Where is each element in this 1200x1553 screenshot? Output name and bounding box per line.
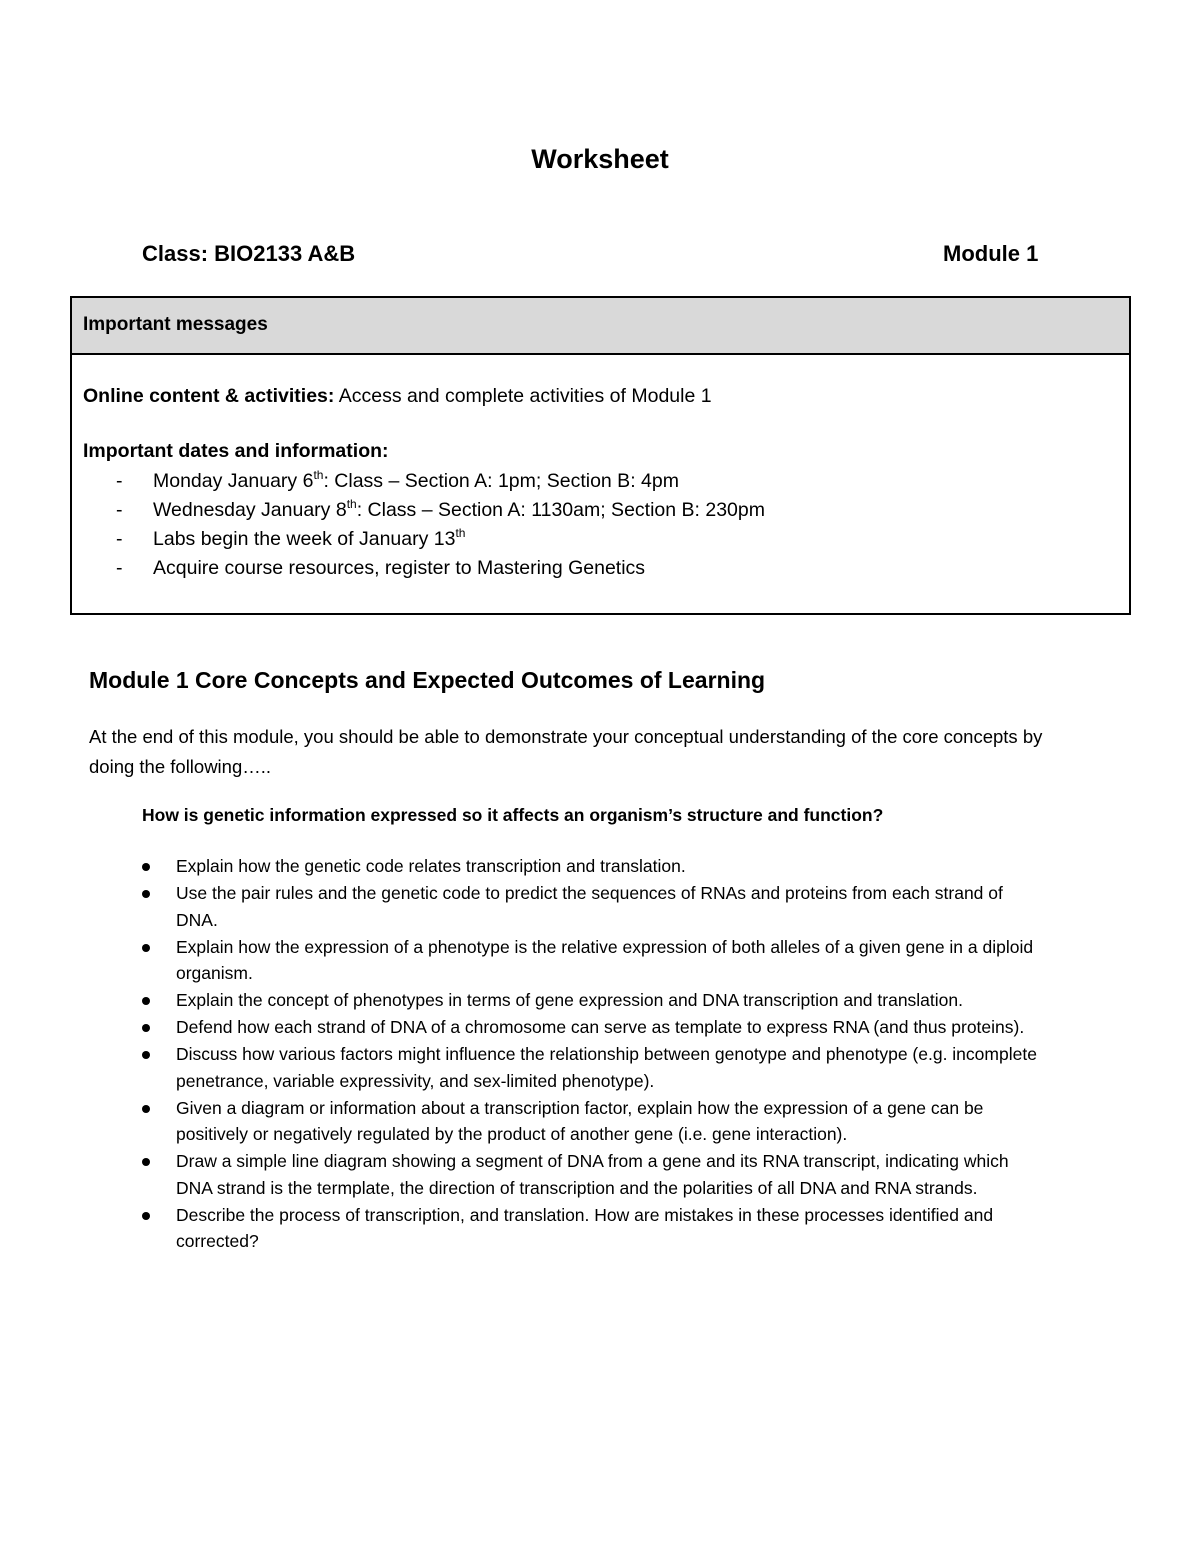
guiding-question: How is genetic information expressed so it affects an organism’s structure and function? (142, 805, 884, 825)
learning-outcomes-list (142, 853, 1047, 1255)
important-messages-header: Important messages (72, 298, 1129, 355)
online-content-label: Online content & activities: (83, 385, 335, 407)
outcome-text: Describe the process of transcription, and translation. How are mistakes in these processes identified and corrected? (176, 1204, 994, 1251)
online-content-text: Access and complete activities of Module 1 (334, 385, 712, 407)
dash-marker: - (116, 528, 123, 550)
intro-paragraph: At the end of this module, you should be able to demonstrate your conceptual understanding of the core concepts by doing the following….. (89, 726, 1043, 777)
bullet-icon (142, 1024, 150, 1032)
date-item (83, 496, 1129, 525)
outcome-text: Explain how the genetic code relates transcription and translation. (176, 856, 686, 876)
date-item-sup: th (346, 497, 357, 511)
date-item-text: Wednesday January 8 (153, 499, 347, 521)
list-item (142, 1095, 1047, 1148)
bullet-icon (142, 890, 150, 898)
date-item-rest: : Class – Section A: 1130am; Section B: 230pm (356, 499, 765, 521)
important-messages-box (70, 296, 1131, 615)
bullet-icon (142, 997, 150, 1005)
bullet-icon (142, 863, 150, 871)
list-item (142, 1041, 1047, 1094)
outcome-text: Explain how the expression of a phenotype is the relative expression of both alleles of a given gene in a diploid organism. (176, 936, 1034, 983)
date-item (83, 525, 1129, 554)
bullet-icon (142, 1212, 150, 1220)
class-label: Class: BIO2133 A&B (142, 241, 356, 266)
bullet-icon (142, 1051, 150, 1059)
bullet-icon (142, 944, 150, 952)
list-item (142, 987, 1047, 1014)
bullet-icon (142, 1158, 150, 1166)
list-item (142, 1202, 1047, 1255)
date-item (83, 554, 1129, 583)
page-title: Worksheet (531, 144, 669, 174)
date-item-text: Monday January 6 (153, 470, 314, 492)
dash-marker: - (116, 557, 123, 579)
date-item-rest: : Class – Section A: 1pm; Section B: 4pm (323, 470, 679, 492)
list-item (142, 934, 1047, 987)
outcome-text: Use the pair rules and the genetic code to predict the sequences of RNAs and proteins from each strand of DNA. (176, 883, 1003, 930)
outcome-text: Discuss how various factors might influence the relationship between genotype and phenotype (e.g. incomplete penetrance, variable expressivity, and sex-limited phenotype). (176, 1044, 1037, 1091)
list-item (142, 880, 1047, 933)
date-item (83, 467, 1129, 496)
section-heading: Module 1 Core Concepts and Expected Outcomes of Learning (89, 667, 766, 693)
outcome-text: Explain the concept of phenotypes in terms of gene expression and DNA transcription and translation. (176, 990, 963, 1010)
outcome-text: Draw a simple line diagram showing a segment of DNA from a gene and its RNA transcript, indicating which DNA strand is the termplate, the direction of transcription and the polarities of all DNA and RNA strands. (176, 1151, 1009, 1198)
dash-marker: - (116, 499, 123, 521)
online-content-line (83, 385, 1129, 408)
important-dates-title: Important dates and information: (83, 440, 389, 462)
date-item-text: Acquire course resources, register to Mastering Genetics (153, 557, 646, 579)
list-item (142, 1148, 1047, 1201)
dash-marker: - (116, 470, 123, 492)
important-messages-body (72, 355, 1129, 583)
date-item-text: Labs begin the week of January 13 (153, 528, 456, 550)
bullet-icon (142, 1105, 150, 1113)
date-item-sup: th (455, 526, 466, 540)
outcome-text: Defend how each strand of DNA of a chromosome can serve as template to express RNA (and thus proteins). (176, 1017, 1025, 1037)
list-item (142, 853, 1047, 880)
outcome-text: Given a diagram or information about a transcription factor, explain how the expression of a gene can be positively or negatively regulated by the product of another gene (i.e. gene interaction). (176, 1097, 984, 1144)
module-label: Module 1 (943, 241, 1039, 266)
date-item-sup: th (313, 468, 324, 482)
important-dates-list (83, 467, 1129, 583)
list-item (142, 1014, 1047, 1041)
